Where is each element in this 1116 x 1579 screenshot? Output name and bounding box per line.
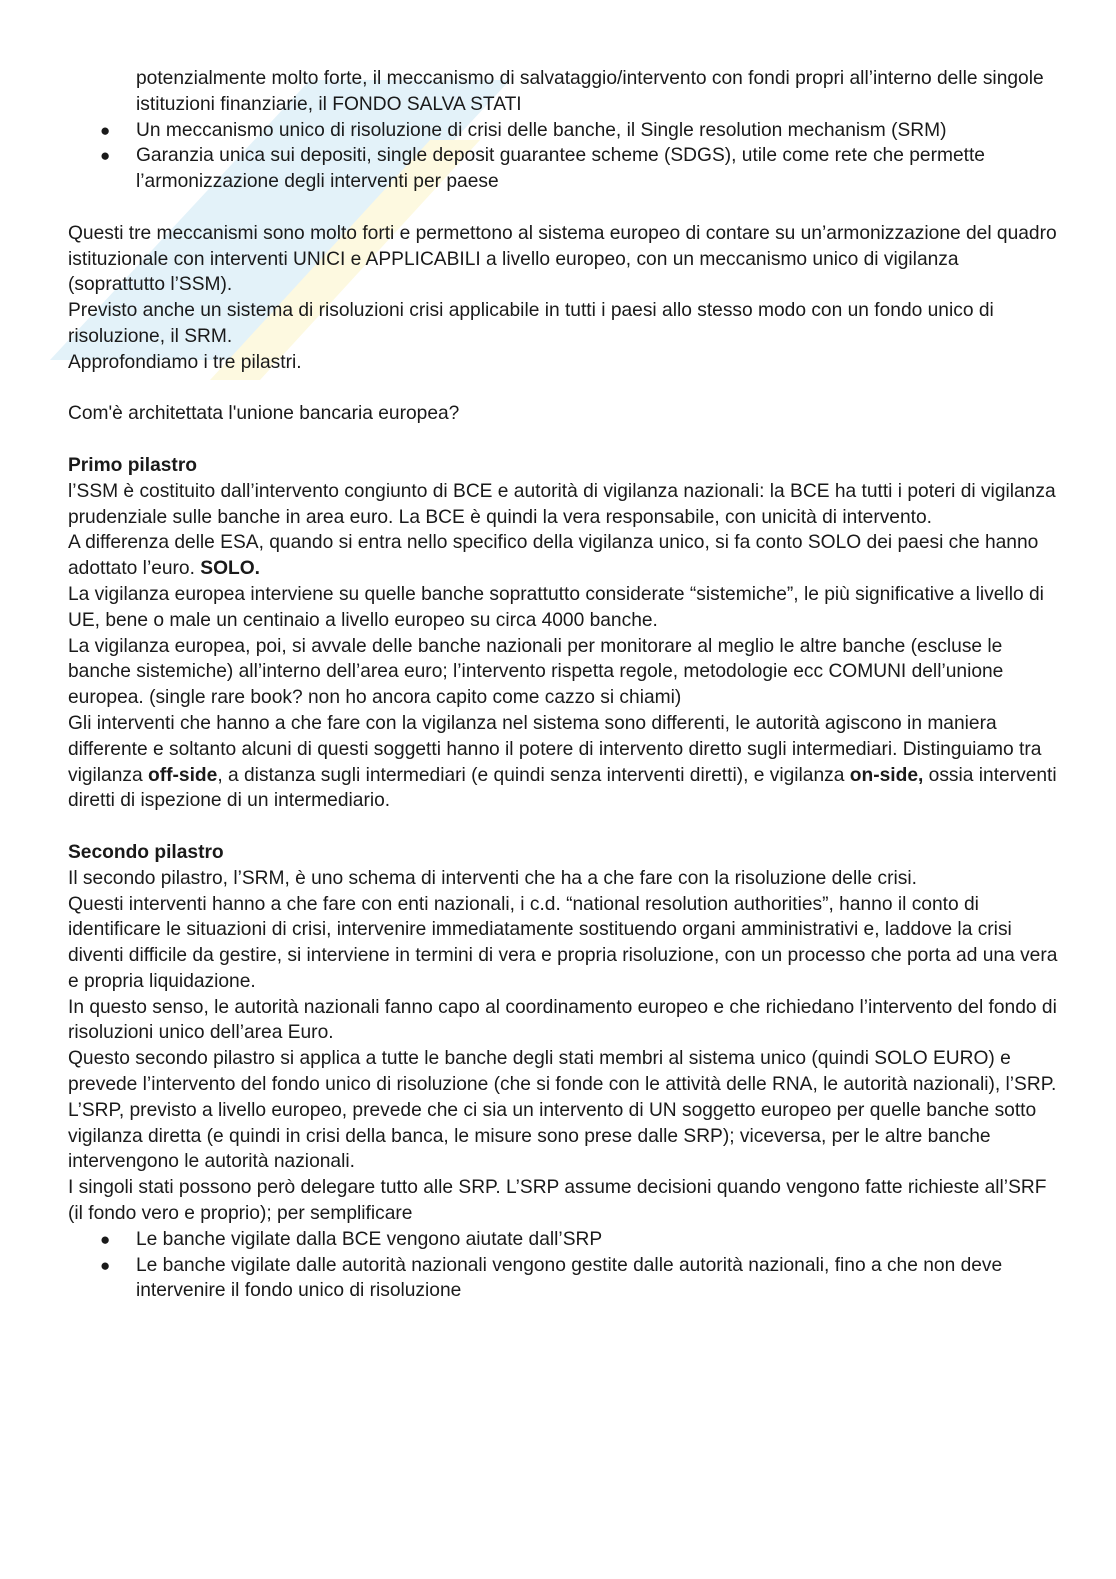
paragraph: L’SRP, previsto a livello europeo, prevede che ci sia un intervento di UN soggetto europeo per quelle banche sotto vigilanza diretta (e quindi in crisi della banca, le misure sono prese dalle SRP); viceversa, per le altre banche intervengono le autorità nazionali.: [68, 1099, 1037, 1173]
heading-primo-pilastro: Primo pilastro: [68, 454, 198, 476]
paragraph: I singoli stati possono però delegare tutto alle SRP. L’SRP assume decisioni quando vengono fatte richieste all’SRF (il fondo vero e proprio); per semplificare: [68, 1177, 1047, 1225]
paragraph: Gli interventi che hanno a che fare con la vigilanza nel sistema sono differenti, le autorità agiscono in maniera differente e soltanto alcuni di questi soggetti hanno il potere di intervento diretto sugli intermediari. Distinguiamo tra vigilanza off-side, a distanza sugli intermediari (e quindi senza interventi diretti), e vigilanza on-side, ossia interventi diretti di ispezione di un intermediario.: [68, 712, 1057, 812]
bullet-icon: ●: [100, 120, 111, 140]
summary-paragraph: Previsto anche un sistema di risoluzioni crisi applicabile in tutti i paesi allo stesso modo con un fondo unico di risoluzione, il SRM.: [68, 300, 994, 347]
list-item: ● Le banche vigilate dalle autorità nazionali vengono gestite dalle autorità nazionali, fino a che non deve intervenire il fondo unico di risoluzione: [100, 1254, 1003, 1302]
list-item: ● Un meccanismo unico di risoluzione di crisi delle banche, il Single resolution mechanism (SRM): [68, 118, 1058, 144]
document-page: [68, 66, 1058, 1304]
list-item: ● Le banche vigilate dalla BCE vengono aiutate dall’SRP: [68, 1227, 1058, 1253]
paragraph: In questo senso, le autorità nazionali fanno capo al coordinamento europeo e che richiedano l’intervento del fondo di risoluzioni unico dell’area Euro.: [68, 996, 1057, 1044]
question-line: Com'è architettata l'unione bancaria europea?: [68, 403, 460, 425]
bold-text: SOLO.: [200, 558, 260, 580]
paragraph: La vigilanza europea interviene su quelle banche soprattutto considerate “sistemiche”, le più significative a livello di UE, bene o male un centinaio a livello europeo su circa 4000 banche.: [68, 583, 1044, 631]
bullet-icon: ●: [100, 1255, 111, 1275]
bold-text: off-side: [148, 764, 218, 786]
summary-paragraph: Approfondiamo i tre pilastri.: [68, 351, 302, 373]
paragraph: Questi interventi hanno a che fare con enti nazionali, i c.d. “national resolution authorities”, hanno il conto di identificare le situazioni di crisi, intervenire immediatamente sostituendo organi amministrativi e, laddove la crisi diventi difficile da gestire, si interviene in termini di vera e propria risoluzione, con un processo che porta ad una vera e propria liquidazione.: [68, 893, 1058, 992]
bullet-icon: ●: [100, 1229, 111, 1249]
paragraph: l’SSM è costituito dall’intervento congiunto di BCE e autorità di vigilanza nazionali: la BCE ha tutti i poteri di vigilanza prudenziale sulle banche in area euro. La BCE è quindi la vera responsabile, con unicità di intervento.: [68, 480, 1056, 528]
bullet-icon: ●: [100, 146, 111, 166]
paragraph: Questo secondo pilastro si applica a tutte le banche degli stati membri al sistema unico (quindi SOLO EURO) e prevede l’intervento del fondo unico di risoluzione (che si fonde con le attività delle RNA, le autorità nazionali), l’SRP.: [68, 1048, 1057, 1096]
paragraph: A differenza delle ESA, quando si entra nello specifico della vigilanza unico, si fa conto SOLO dei paesi che hanno adottato l’euro. SOLO.: [68, 532, 1039, 580]
summary-paragraph: Questi tre meccanismi sono molto forti e permettono al sistema europeo di contare su un’armonizzazione del quadro istituzionale con interventi UNICI e APPLICABILI a livello europeo, con un meccanismo unico di vigilanza (soprattutto l’SSM).: [68, 222, 1057, 296]
paragraph: La vigilanza europea, poi, si avvale delle banche nazionali per monitorare al meglio le altre banche (escluse le banche sistemiche) all’interno dell’area euro; l’intervento rispetta regole, metodologie ecc COMUNI dell’unione europea. (single rare book? non ho ancora capito come cazzo si chiami): [68, 635, 1004, 709]
heading-secondo-pilastro: Secondo pilastro: [68, 841, 224, 863]
intro-bullet-list: [68, 118, 1058, 195]
secondo-bullet-list: [68, 1227, 1058, 1304]
paragraph: Il secondo pilastro, l’SRM, è uno schema di interventi che ha a che fare con la risoluzione delle crisi.: [68, 867, 917, 889]
bold-text: on-side,: [849, 764, 924, 786]
list-item: ● Garanzia unica sui depositi, single deposit guarantee scheme (SDGS), utile come rete che permette l’armonizzazione degli interventi per paese: [100, 145, 985, 193]
intro-continuation: potenzialmente molto forte, il meccanismo di salvataggio/intervento con fondi propri all’interno delle singole istituzioni finanziarie, il FONDO SALVA STATI: [136, 68, 1044, 115]
